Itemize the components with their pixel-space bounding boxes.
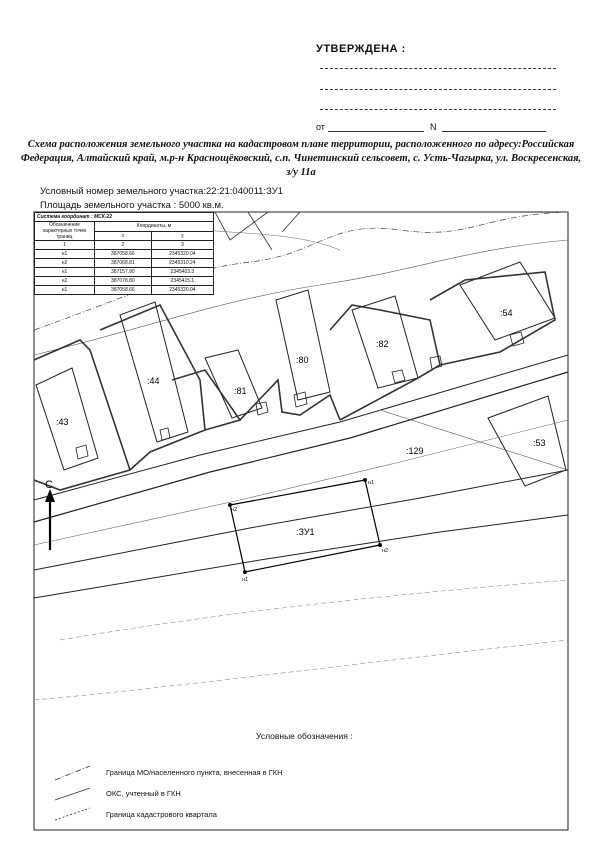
parcel-label: :82 <box>376 339 389 349</box>
parcel-80 <box>240 380 340 420</box>
cadastral-number: Условный номер земельного участка:22:21:040011:ЗУ1 <box>40 186 284 197</box>
row-y: 2345403.3 <box>151 268 213 277</box>
parcel-label: :80 <box>296 355 309 365</box>
street-edge <box>34 372 568 522</box>
legend-item: Граница кадастрового квартала <box>106 810 217 819</box>
col-coords-header: Координаты, м <box>95 222 214 232</box>
parcel-label: :81 <box>234 386 247 396</box>
point-label: н1 <box>242 577 249 583</box>
parcel-boundary <box>215 212 268 240</box>
parcel-label: :54 <box>500 308 513 318</box>
col-num: 1 <box>35 241 95 250</box>
row-point: н2 <box>35 259 95 268</box>
row-x: 387157.90 <box>95 268 152 277</box>
parcel-81-a <box>172 370 240 430</box>
building-80 <box>276 290 330 400</box>
row-point: н2 <box>35 277 95 286</box>
row-point: н1 <box>35 268 95 277</box>
row-x: 387078.80 <box>95 277 152 286</box>
table-row <box>35 286 214 295</box>
approved-heading: УТВЕРЖДЕНА : <box>316 43 406 55</box>
outbuilding <box>392 370 405 383</box>
parcel-label: :43 <box>56 417 69 427</box>
row-y: 2345320.04 <box>151 250 213 259</box>
row-y: 2345415.1 <box>151 277 213 286</box>
parcel-44 <box>100 305 205 470</box>
parcel-label: :53 <box>533 438 546 448</box>
row-x: 387058.66 <box>95 286 152 295</box>
point-label: н2 <box>231 507 238 513</box>
boundary-point <box>363 478 367 482</box>
outbuilding <box>76 445 88 459</box>
row-y: 2345310.24 <box>151 259 213 268</box>
row-x: 387068.81 <box>95 259 152 268</box>
table-row <box>35 277 214 286</box>
legend-symbol-quarter <box>55 808 90 820</box>
legend-item: ОКС, учтенный в ГКН <box>106 789 181 798</box>
boundary-point <box>378 543 382 547</box>
col-num: 3 <box>151 241 213 250</box>
col-num: 2 <box>95 241 152 250</box>
legend-symbol-building <box>55 788 90 800</box>
table-row <box>35 259 214 268</box>
from-label: от <box>316 122 325 132</box>
settlement-boundary <box>60 580 568 640</box>
row-x: 387058.66 <box>95 250 152 259</box>
col-x-header: x <box>95 231 152 241</box>
building-81 <box>205 350 262 418</box>
parcel-43 <box>34 340 130 490</box>
col-point-header: Обозначение характерных точек границ <box>35 222 95 241</box>
document-title: Схема расположения земельного участка на кадастровом плане территории, расположенного по адресу:Российская Федерация, Алтайский край, м.р-н Краснощёковский, с.п. Чинетинский сельсовет, с. Усть-Чагырка, ул. Воскресенская, з/у 11а <box>20 139 582 178</box>
col-y-header: y <box>151 231 213 241</box>
parcel-54 <box>430 272 555 365</box>
row-y: 2345320.04 <box>151 286 213 295</box>
legend-symbol-boundary <box>55 766 90 780</box>
point-label: н1 <box>368 480 375 486</box>
table-row <box>35 268 214 277</box>
outbuilding <box>160 428 170 440</box>
table-row <box>35 250 214 259</box>
new-parcel-label: :ЗУ1 <box>296 527 315 537</box>
quarter-boundary <box>34 640 568 700</box>
number-label: N <box>430 122 437 132</box>
parcel-area: Площадь земельного участка : 5000 кв.м. <box>40 200 224 211</box>
street-edge <box>34 355 568 500</box>
legend-title: Условные обозначения : <box>256 731 353 741</box>
row-point: н1 <box>35 250 95 259</box>
parcel-label: :129 <box>406 446 424 456</box>
parcel-82 <box>330 305 440 420</box>
row-point: н1 <box>35 286 95 295</box>
street-edge <box>34 470 568 570</box>
parcel-boundary <box>282 212 300 232</box>
boundary-point <box>243 570 247 574</box>
coordinates-table <box>34 212 214 295</box>
legend-item: Граница МО/населенного пункта, внесенная в ГКН <box>106 768 283 777</box>
point-label: н2 <box>382 548 389 554</box>
new-parcel-boundary <box>230 480 380 572</box>
coord-system: Система координат : МСК-22 <box>35 213 214 222</box>
north-label: С <box>45 479 53 491</box>
parcel-label: :44 <box>147 376 160 386</box>
